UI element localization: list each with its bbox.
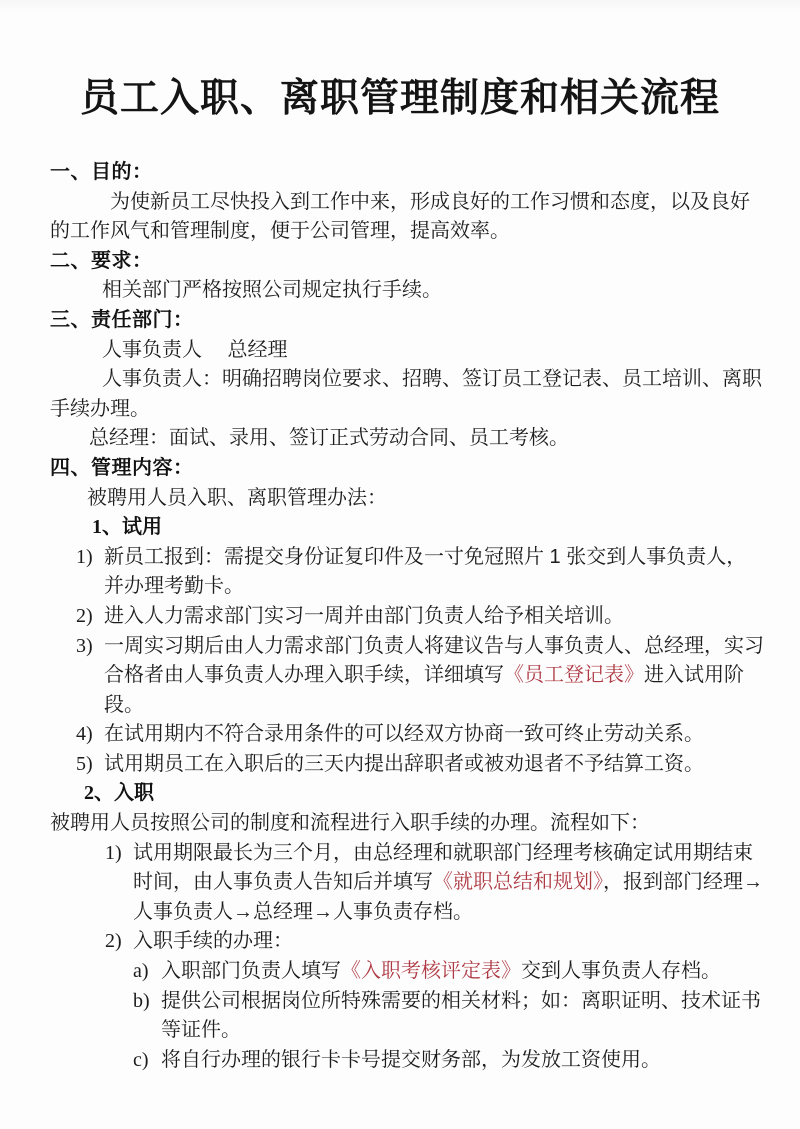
subsection-trial-heading <box>92 513 764 543</box>
item-text-segment: 入职部门负责人填写 <box>161 960 341 983</box>
subsection-onboarding-label: 入职 <box>114 782 154 805</box>
hr-duties-line: 人事负责人：明确招聘岗位要求、招聘、签订员工登记表、员工培训、离职手续办理。 <box>50 368 762 420</box>
section-departments-heading: 三、责任部门： <box>50 308 194 331</box>
book-title-onboarding-summary-plan: 《就职总结和规划》 <box>433 871 603 894</box>
subsection-onboarding-heading <box>84 779 764 809</box>
item-number: 1) <box>105 841 122 864</box>
item-text: 新员工报到：需提交身份证复印件及一寸免冠照片 1 张交到人事负责人，并办理考勤卡。 <box>104 545 747 598</box>
item-text <box>104 632 764 721</box>
item-text-segment: 交到人事负责人存档。 <box>521 960 721 983</box>
trial-item-3 <box>76 632 764 721</box>
item-number: 3) <box>76 634 93 657</box>
item-text: 入职手续的办理： <box>133 930 293 953</box>
item-text-segment: ，报到部门经理→人事负责人→总经理→人事负责存档。 <box>133 871 763 923</box>
item-letter: b) <box>133 989 150 1012</box>
responsible-roles-line: 人事负责人 总经理 <box>102 338 288 361</box>
item-number: 2) <box>76 604 93 627</box>
onboarding-list <box>50 839 764 1076</box>
item-text-segment: 进入试用阶段。 <box>104 664 744 716</box>
subsection-trial-number: 1、 <box>92 516 122 539</box>
item-text-segment: 一周实习期后由人力需求部门负责人将建议告与人事负责人、总经理，实习合格者由人事负责人办理入职手续，详细填写 <box>104 634 764 687</box>
trial-item-1 <box>76 543 764 602</box>
item-text-segment: 试用期限最长为三个月，由总经理和就职部门经理考核确定试用期结束时间，由人事负责人告知后并填写 <box>133 841 753 894</box>
item-text <box>161 957 764 987</box>
trial-item-5 <box>76 750 764 780</box>
section-management-heading: 四、管理内容： <box>50 456 194 479</box>
section-purpose-paragraph: 为使新员工尽快投入到工作中来，形成良好的工作习惯和态度，以及良好的工作风气和管理制度，便于公司管理，提高效率。 <box>50 190 750 243</box>
onboarding-item-1 <box>105 839 764 928</box>
section-management-intro: 被聘用人员入职、离职管理办法： <box>87 486 387 509</box>
item-text: 试用期员工在入职后的三天内提出辞职者或被劝退者不予结算工资。 <box>104 752 704 775</box>
book-title-onboarding-assessment-form: 《入职考核评定表》 <box>341 960 521 983</box>
document-title: 员工入职、离职管理制度和相关流程 <box>79 77 720 120</box>
section-requirements-paragraph: 相关部门严格按照公司规定执行手续。 <box>102 279 442 302</box>
trial-item-4 <box>76 720 764 750</box>
item-number: 5) <box>76 752 93 775</box>
subsection-onboarding-number: 2、 <box>84 782 114 805</box>
onboarding-item-2 <box>105 927 764 957</box>
onboarding-subitem-a <box>133 957 764 987</box>
subsection-onboarding-intro: 被聘用人员按照公司的制度和流程进行入职手续的办理。流程如下： <box>50 812 650 835</box>
item-text: 进入人力需求部门实习一周并由部门负责人给予相关培训。 <box>104 604 624 627</box>
onboarding-subitem-b <box>133 987 764 1046</box>
item-text: 提供公司根据岗位所特殊需要的相关材料；如：离职证明、技术证书等证件。 <box>161 989 761 1042</box>
subsection-trial-label: 试用 <box>122 516 162 539</box>
item-text: 在试用期内不符合录用条件的可以经双方协商一致可终止劳动关系。 <box>104 723 704 746</box>
item-text: 将自行办理的银行卡卡号提交财务部，为发放工资使用。 <box>161 1048 661 1071</box>
book-title-employee-registration-form: 《员工登记表》 <box>504 664 644 687</box>
trial-item-2 <box>76 602 764 632</box>
item-letter: c) <box>133 1048 149 1071</box>
item-text <box>133 839 764 928</box>
section-purpose-heading: 一、目的： <box>50 161 153 183</box>
trial-list <box>50 543 764 780</box>
item-number: 4) <box>76 723 93 746</box>
onboarding-subitem-c <box>133 1046 764 1076</box>
item-number: 2) <box>105 930 122 953</box>
gm-duties-line: 总经理：面试、录用、签订正式劳动合同、员工考核。 <box>89 427 569 450</box>
item-number: 1) <box>76 545 93 568</box>
section-requirements-heading: 二、要求： <box>50 249 153 272</box>
item-letter: a) <box>133 960 149 983</box>
document-body <box>0 158 800 1075</box>
